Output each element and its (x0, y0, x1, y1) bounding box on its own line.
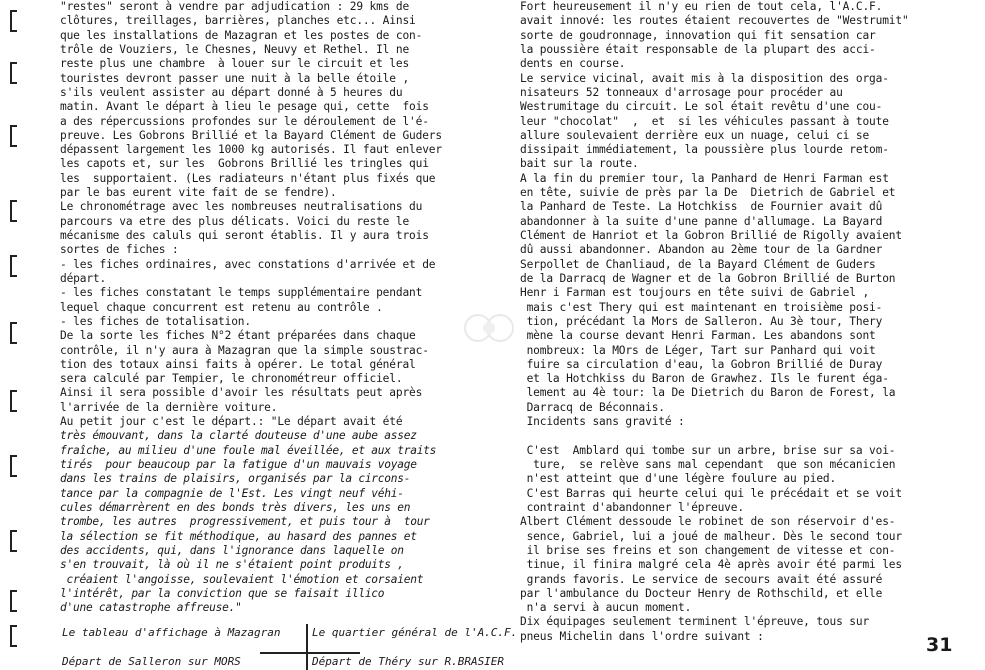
text-line: sorte de goudronnage, innovation qui fit sensation car (520, 28, 876, 42)
text-line: parcours va etre des plus délicats. Voici du reste le (60, 214, 410, 228)
text-line: C'est Amblard qui tombe sur un arbre, brise sur sa voi- (520, 443, 896, 457)
text-line: reste plus une chambre à louer sur le circuit et les (60, 57, 410, 71)
text-line: lement au 4è tour: la De Dietrich du Baron de Forest, la (520, 386, 896, 400)
text-line: tion, précédant la Mors de Salleron. Au 3è tour, Thery (520, 314, 883, 328)
caption-depart-salleron: Départ de Salleron sur MORS (62, 655, 241, 668)
text-line: trôle de Vouziers, le Chesnes, Neuvy et Rethel. Il ne (60, 42, 410, 56)
binding-bracket (10, 322, 17, 344)
text-line: départ. (60, 271, 107, 285)
text-line: - les fiches de totalisation. (60, 314, 251, 328)
text-line: - les fiches ordinaires, avec constations d'arrivée et de (60, 257, 436, 271)
text-line: dents en course. (520, 57, 626, 71)
text-line: preuve. Les Gobrons Brillié et la Bayard Clément de Guders (60, 128, 442, 142)
text-line: des accidents, qui, dans l'ignorance dans laquelle on (60, 543, 404, 557)
text-line: sortes de fiches : (60, 243, 179, 257)
text-line: grands favoris. Le service de secours avait été assuré (520, 572, 883, 586)
text-line: a des répercussions profondes sur le déroulement de l'é- (60, 114, 429, 128)
text-line: sence, Gabriel, lui a joué de malheur. Dès le second tour (520, 529, 902, 543)
text-line: les capots et, sur les Gobrons Brillié les tringles qui (60, 157, 429, 171)
text-line: De la sorte les fiches N°2 étant préparées dans chaque (60, 329, 416, 343)
binding-bracket (10, 10, 17, 32)
binding-margin (6, 0, 26, 670)
text-line: pneus Michelin dans l'ordre suivant : (520, 629, 764, 643)
text-line: tirés pour beaucoup par la fatigue d'un mauvais voyage (60, 458, 417, 471)
text-line: ture, se relève sans mal cependant que son mécanicien (520, 458, 896, 471)
text-line: n'a servi à aucun moment. (520, 601, 692, 615)
text-line: Serpollet de Chanliaud, de la Bayard Clément de Guders (520, 257, 876, 271)
text-line: il brise ses freins et son changement de vitesse et con- (520, 543, 896, 557)
text-line: Au petit jour c'est le départ.: "Le départ avait été (60, 415, 403, 429)
page-number: 31 (926, 634, 953, 656)
text-line: tinue, il finira malgré cela 4è après avoir été parmi les (520, 558, 902, 572)
text-line: n'est atteint que d'une légère foulure au pied. (520, 472, 837, 486)
binding-bracket (10, 200, 17, 222)
text-line: nombreux: la MOrs de Léger, Tart sur Panhard qui voit (520, 343, 876, 357)
text-line: abandonner à la suite d'une panne d'allumage. La Bayard (520, 214, 883, 228)
caption-tableau: Le tableau d'affichage à Mazagran (62, 626, 281, 639)
binding-bracket (10, 625, 17, 647)
text-line: créaient l'angoisse, soulevaient l'émotion et corsaient (60, 572, 424, 586)
binding-bracket (10, 62, 17, 84)
text-line: les supportaient. (Les radiateurs n'étant plus fixés que (60, 171, 436, 185)
text-line: clôtures, treillages, barrières, planches etc... Ainsi (60, 14, 416, 28)
text-line: s'en trouvait, là où il ne s'étaient point produits , (60, 558, 404, 572)
text-line: cules démarrèrent en des bonds très divers, les uns en (60, 500, 411, 514)
text-line: Westrumitage du circuit. Le sol était revêtu d'une cou- (520, 100, 883, 114)
text-line: de la Darracq de Wagner et de la Gobron Brillié de Burton (520, 271, 896, 285)
text-line: "restes" seront à vendre par adjudication : 29 kms de (60, 0, 410, 13)
binding-bracket (10, 590, 17, 612)
text-line: s'ils veulent assister au départ donné à 5 heures du (60, 85, 403, 99)
photo-captions (60, 622, 530, 670)
caption-depart-thery: Départ de Théry sur R.BRASIER (312, 655, 505, 668)
text-line: Le chronométrage avec les nombreuses neutralisations du (60, 200, 423, 214)
text-line: contrôle, il n'y aura à Mazagran que la simple soustrac- (60, 343, 429, 357)
text-line: A la fin du premier tour, la Panhard de Henri Farman est (520, 171, 889, 185)
text-line: Ainsi il sera possible d'avoir les résultats peut après (60, 386, 423, 400)
text-line: mais c'est Thery qui est maintenant en troisième posi- (520, 300, 883, 314)
text-line: contraint d'abandonner l'épreuve. (520, 500, 744, 514)
text-line: tion des totaux ainsi faits à opérer. Le total général (60, 357, 416, 371)
text-line: par l'ambulance du Docteur Henry de Rothschild, et elle (520, 586, 883, 600)
text-line: trombe, les autres progressivement, et puis tour à tour (60, 515, 430, 529)
text-line: C'est Barras qui heurte celui qui le précédait et se voit (520, 486, 902, 500)
text-line: bait sur la route. (520, 157, 639, 171)
text-line: Albert Clément dessoude le robinet de son réservoir d'es- (520, 515, 896, 529)
text-line: la Panhard de Teste. La Hotchkiss de Fournier avait dû (520, 200, 883, 214)
text-line: très émouvant, dans la clarté douteuse d'une aube assez (60, 429, 417, 443)
binding-bracket (10, 125, 17, 147)
text-line: mécanisme des caluls qui seront établis. Il y aura trois (60, 229, 429, 242)
binding-bracket (10, 390, 17, 412)
text-line: fraîche, au milieu d'une foule mal éveillée, et aux traits (60, 443, 437, 457)
text-line: dans les trains de plaisirs, organisés par la circons- (60, 472, 411, 486)
text-line: Fort heureusement il n'y eu rien de tout cela, l'A.C.F. (520, 0, 883, 13)
binding-bracket (10, 455, 17, 477)
text-line: Dix équipages seulement terminent l'épreuve, tous sur (520, 615, 870, 629)
text-line: nisateurs 52 tonneaux d'arrosage pour procéder au (520, 85, 843, 99)
text-line: touristes devront passer une nuit à la belle étoile , (60, 71, 410, 85)
text-line: tance par la compagnie de l'Est. Les vingt neuf véhi- (60, 486, 404, 500)
text-line: en tête, suivie de près par la De Dietrich de Gabriel et (520, 186, 896, 200)
text-line: que les installations de Mazagran et les postes de con- (60, 28, 423, 42)
text-line: Clément de Hanriot et la Gobron Brillié de Rigolly avaient (520, 229, 902, 242)
text-line: - les fiches constatant le temps supplémentaire pendant (60, 286, 423, 300)
binding-bracket (10, 255, 17, 277)
text-line: fuire sa circulation d'eau, la Gobron Brillié de Duray (520, 357, 883, 371)
text-line: d'une catastrophe affreuse." (60, 601, 242, 615)
text-line: dû aussi abandonner. Abandon au 2ème tour de la Gardner (520, 243, 883, 257)
watermark-logo-icon (462, 308, 518, 348)
text-line: la sélection se fit méthodique, au hasard des pannes et (60, 529, 417, 543)
text-line: lequel chaque concurrent est retenu au contrôle . (60, 300, 383, 314)
text-line: Henr i Farman est toujours en tête suivi de Gabriel , (520, 286, 870, 300)
text-line: la poussière était responsable de la plupart des acci- (520, 42, 876, 56)
text-line: Incidents sans gravité : (520, 415, 685, 429)
left-text-column (60, 0, 490, 615)
text-line: mène la course devant Henri Farman. Les abandons sont (520, 329, 876, 343)
text-line: avait innové: les routes étaient recouvertes de "Westrumit" (520, 14, 909, 28)
text-line: dépassent largement les 1000 kg autorisés. Il faut enlever (60, 143, 442, 157)
text-line: leur "chocolat" , et si les véhicules passant à toute (520, 114, 889, 128)
caption-divider-vertical (306, 624, 308, 670)
text-line: matin. Avant le départ à lieu le pesage qui, cette fois (60, 100, 429, 114)
text-line: dissipait immédiatement, la poussière plus lourde retom- (520, 143, 889, 157)
text-line: l'intérêt, par la conviction que se faisait illico (60, 586, 385, 600)
right-text-column (520, 0, 940, 644)
text-line: Le service vicinal, avait mis à la disposition des orga- (520, 71, 889, 85)
caption-quartier-general: Le quartier général de l'A.C.F. (312, 626, 518, 639)
text-line: par le bas eurent vite fait de se fendre). (60, 186, 337, 200)
text-line: et la Hotchkiss du Baron de Grawhez. Ils le furent éga- (520, 372, 889, 386)
text-line (520, 429, 940, 443)
text-line: sera calculé par Tempier, le chronométreur officiel. (60, 372, 403, 386)
binding-bracket (10, 530, 17, 552)
caption-divider-horizontal (260, 652, 360, 654)
text-line: Darracq de Béconnais. (520, 400, 665, 414)
text-line: l'arrivée de la dernière voiture. (60, 400, 278, 414)
text-line: allure soulevaient derrière eux un nuage, celui ci se (520, 128, 870, 142)
